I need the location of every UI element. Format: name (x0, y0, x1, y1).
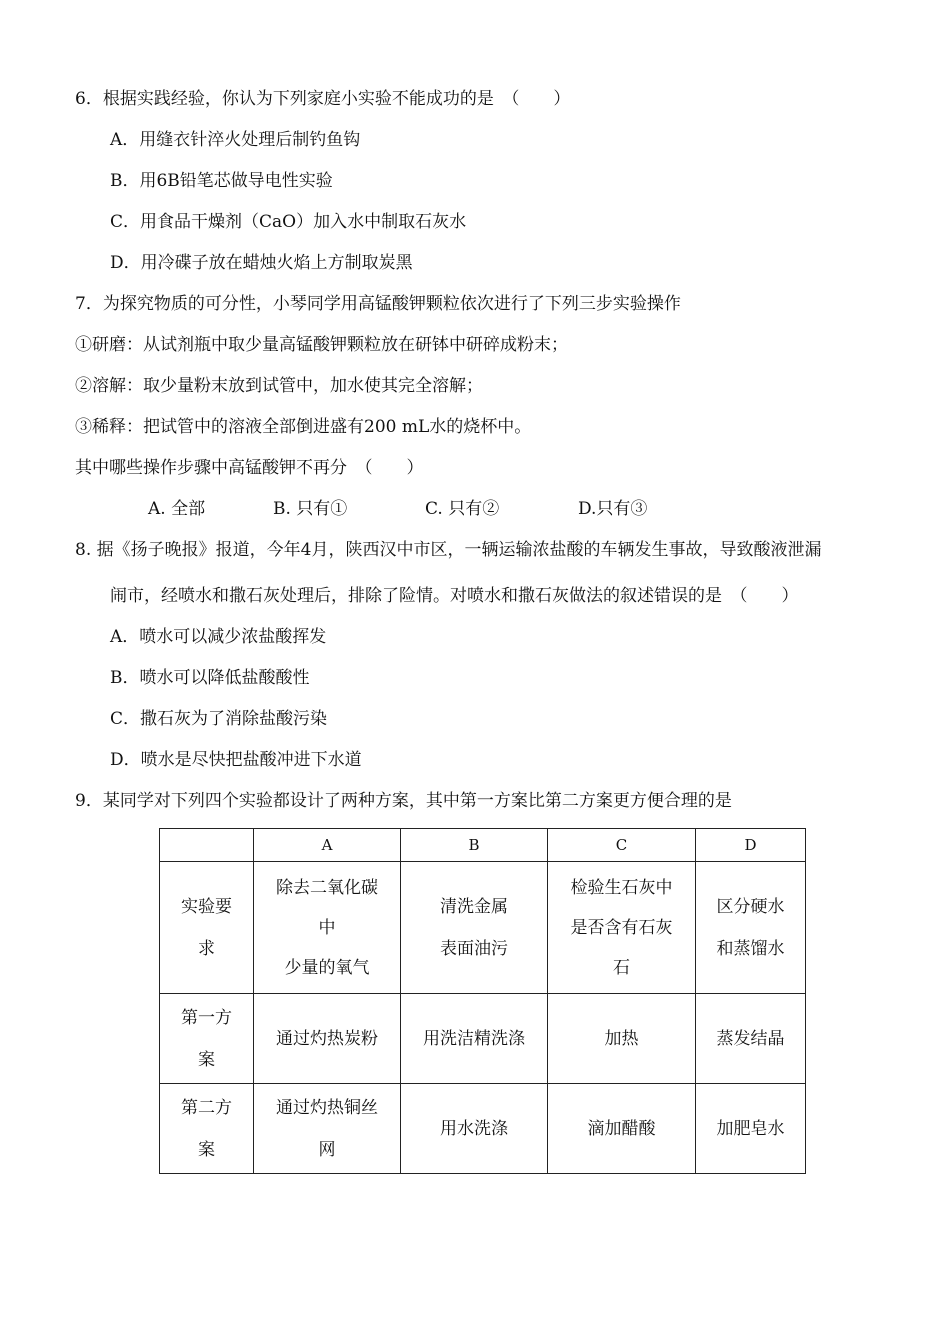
cell-plan-2-c: 滴加醋酸 (548, 1084, 696, 1174)
header-cell-c: C (548, 829, 696, 862)
q6-option-d: D．用冷碟子放在蜡烛火焰上方制取炭黑 (110, 253, 413, 273)
q9-table (159, 828, 806, 1174)
cell-requirement-b: 清洗金属 表面油污 (401, 862, 548, 994)
q8-option-c: C．撒石灰为了消除盐酸污染 (110, 709, 328, 729)
q9-stem: 9．某同学对下列四个实验都设计了两种方案，其中第一方案比第二方案更方便合理的是 (75, 791, 732, 811)
cell-plan-2-b: 用水洗涤 (401, 1084, 548, 1174)
row-label-plan-2: 第二方 案 (160, 1084, 254, 1174)
cell-plan-1-c: 加热 (548, 994, 696, 1084)
table-row-plan-1 (160, 994, 806, 1084)
q8-stem-line1: 8. 据《扬子晚报》报道，今年4月，陕西汉中市区，一辆运输浓盐酸的车辆发生事故，导致酸液泄漏 (75, 540, 822, 560)
cell-requirement-c: 检验生石灰中 是否含有石灰 石 (548, 862, 696, 994)
q7-option-c: C. 只有② (425, 499, 500, 519)
cell-plan-1-d: 蒸发结晶 (696, 994, 806, 1084)
cell-plan-1-a: 通过灼热炭粉 (254, 994, 401, 1084)
table-row-requirement (160, 862, 806, 994)
q6-stem: 6．根据实践经验，你认为下列家庭小实验不能成功的是 （ ） (75, 89, 571, 109)
cell-requirement-d: 区分硬水 和蒸馏水 (696, 862, 806, 994)
header-cell-b: B (401, 829, 548, 862)
q6-option-c: C．用食品干燥剂（CaO）加入水中制取石灰水 (110, 212, 467, 232)
table-row-plan-2 (160, 1084, 806, 1174)
q7-step-1: ①研磨：从试剂瓶中取少量高锰酸钾颗粒放在研钵中研碎成粉末； (75, 335, 568, 355)
cell-plan-1-b: 用洗洁精洗涤 (401, 994, 548, 1084)
cell-plan-2-d: 加肥皂水 (696, 1084, 806, 1174)
header-cell-d: D (696, 829, 806, 862)
q8-option-b: B．喷水可以降低盐酸酸性 (110, 668, 310, 688)
q7-question: 其中哪些操作步骤中高锰酸钾不再分 （ ） (75, 458, 424, 478)
table-header-row (160, 829, 806, 862)
q7-option-b: B. 只有① (273, 499, 348, 519)
row-label-requirement: 实验要 求 (160, 862, 254, 994)
q6-option-a: A．用缝衣针淬火处理后制钓鱼钩 (110, 130, 361, 150)
q7-options (148, 498, 647, 520)
q7-option-d: D.只有③ (578, 499, 648, 519)
header-cell-empty (160, 829, 254, 862)
cell-requirement-a: 除去二氧化碳 中 少量的氧气 (254, 862, 401, 994)
cell-plan-2-a: 通过灼热铜丝 网 (254, 1084, 401, 1174)
row-label-plan-1: 第一方 案 (160, 994, 254, 1084)
q8-option-d: D．喷水是尽快把盐酸冲进下水道 (110, 750, 362, 770)
q7-option-a: A. 全部 (148, 499, 206, 519)
q6-option-b: B．用6B铅笔芯做导电性实验 (110, 171, 333, 191)
q7-step-2: ②溶解：取少量粉末放到试管中，加水使其完全溶解； (75, 376, 483, 396)
q7-step-3: ③稀释：把试管中的溶液全部倒进盛有200 mL水的烧杯中。 (75, 417, 532, 437)
header-cell-a: A (254, 829, 401, 862)
q7-stem: 7．为探究物质的可分性，小琴同学用高锰酸钾颗粒依次进行了下列三步实验操作 (75, 294, 681, 314)
q8-stem-line2: 闹市，经喷水和撒石灰处理后，排除了险情。对喷水和撒石灰做法的叙述错误的是 （ ） (110, 586, 799, 606)
q8-option-a: A．喷水可以减少浓盐酸挥发 (110, 627, 327, 647)
